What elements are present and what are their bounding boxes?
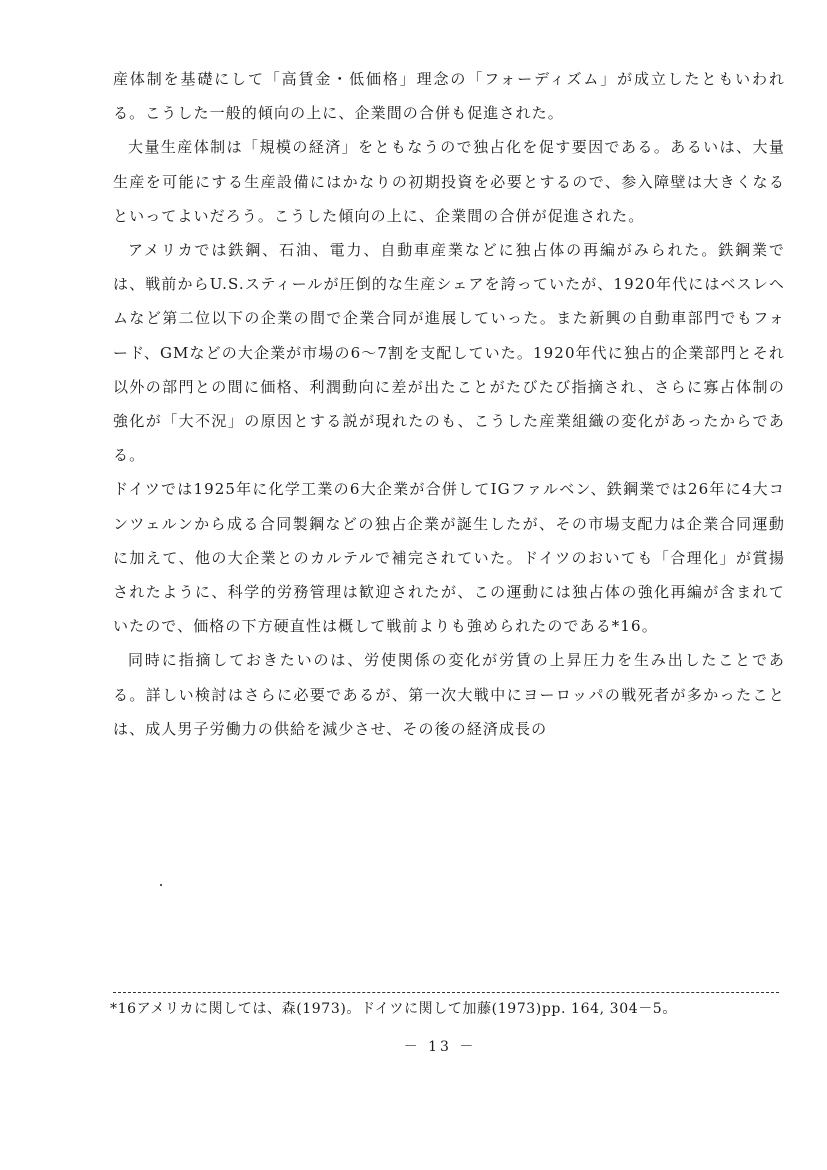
paragraph-2: 大量生産体制は「規模の経済」をともなうので独占化を促す要因である。あるいは、大量生産を可能にする生産設備にはかなりの初期投資を必要とするので、参入障壁は大きくなるといってよいだろう。こうした傾向の上に、企業間の合併が促進された。 (113, 138, 785, 225)
page-number: － 13 － (403, 1039, 477, 1055)
paragraph-4: ドイツでは1925年に化学工業の6大企業が合併してIGファルベン、鉄鋼業では26年に4大コンツェルンから成る合同製鋼などの独占企業が誕生したが、その市場支配力は企業合同運動に加えて、他の大企業とのカルテルで補完されていた。ドイツのおいても「合理化」が賞揚されたように、科学的労務管理は歓迎されたが、この運動には独占体の強化再編が含まれていたので、価格の下方硬直性は概して戦前よりも強められたのである*16。 (113, 480, 785, 636)
paragraph-3: アメリカでは鉄鋼、石油、電力、自動車産業などに独占体の再編がみられた。鉄鋼業では、戦前からU.S.スティールが圧倒的な生産シェアを誇っていたが、1920年代にはベスレヘムなど第二位以下の企業の間で企業合同が進展していった。また新興の自動車部門でもフォード、GMなどの大企業が市場の6～7割を支配していた。1920年代に独占的企業部門とそれ以外の部門との間に価格、利潤動向に差が出たことがたびたび指摘され、さらに寡占体制の強化が「大不況」の原因とする説が現れたのも、こうした産業組織の変化があったからである。 (113, 241, 785, 465)
body-text (113, 62, 785, 746)
paragraph-5: 同時に指摘しておきたいのは、労使関係の変化が労賃の上昇圧力を生み出したことである。詳しい検討はさらに必要であるが、第一次大戦中にヨーロッパの戦死者が多かったことは、成人男子労働力の供給を減少させ、その後の経済成長の (113, 651, 785, 738)
footnote-rule (113, 992, 779, 993)
stray-dot (160, 884, 162, 886)
footnote: *16アメリカに関しては、森(1973)。ドイツに関して加藤(1973)pp. 164, 304－5。 (110, 1001, 677, 1017)
paragraph-1: 産体制を基礎にして「高賃金・低価格」理念の「フォーディズム」が成立したともいわれる。こうした一般的傾向の上に、企業間の合併も促進された。 (113, 70, 785, 123)
